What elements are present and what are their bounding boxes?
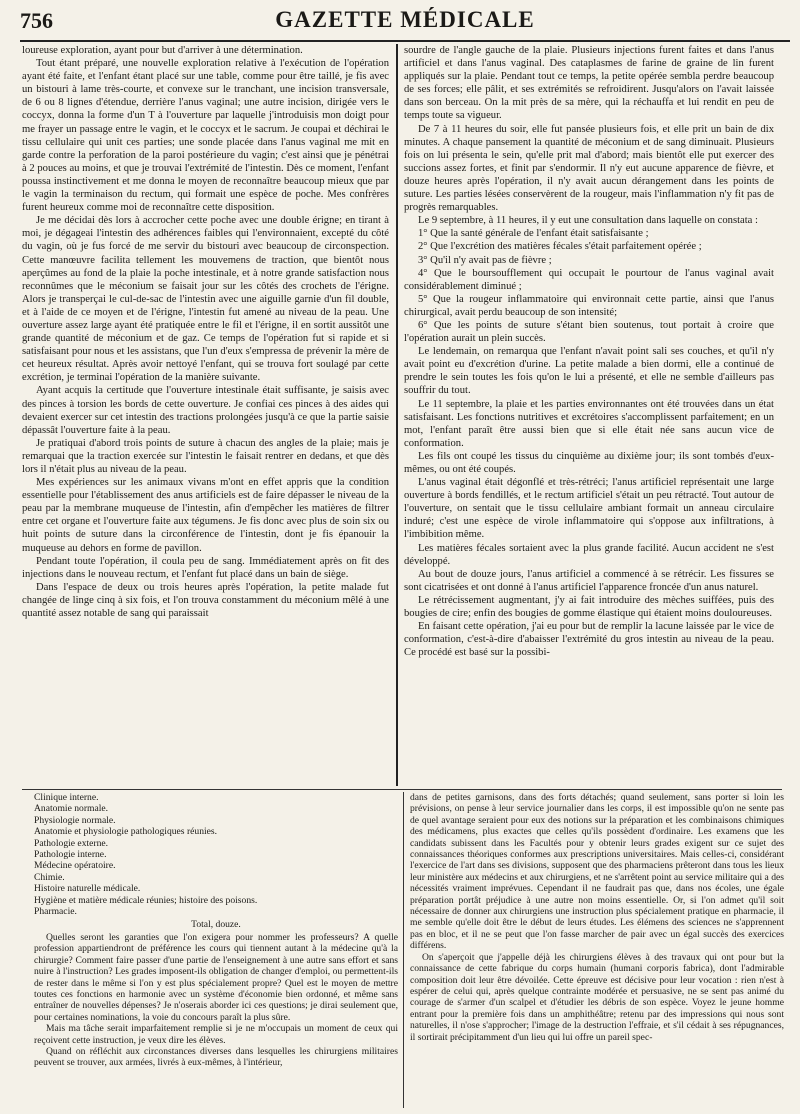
paragraph: Dans l'espace de deux ou trois heures après l'opération, la petite malade fut changée de linge cinq à six fois, et l'on trouva constamment du méconium mêlé à une quantité assez notable de sang qui paraissait — [22, 581, 389, 620]
paragraph: Le lendemain, on remarqua que l'enfant n'avait point sali ses couches, et qu'il n'y avait point eu d'excrétion d'urine. La petite malade a bien dormi, elle a continué de prendre le sein toutes les fois qu'on le lui a présenté, et elle ne semble d'ailleurs pas souffrir du tout. — [404, 346, 774, 397]
list-item: Histoire naturelle médicale. — [34, 883, 141, 895]
paragraph: L'anus vaginal était dégonflé et très-rétréci; l'anus artificiel représentait une large ouverture à bords fendillés, et le rectum artificiel s'était un peu rétracté. Tout autour de l'ouverture, on sentait que le tissu cellulaire ambiant formait un anneau circulaire induré; c'est une espèce de virole inflammatoire qui s'oppose aux infiltrations, à l'imbibition même. — [404, 477, 774, 541]
list-item: Physiologie normale. — [34, 814, 116, 826]
paragraph: On s'aperçoit que j'appelle déjà les chirurgiens élèves à des travaux qui ont pour but la connaissance de cette fabrique du corps humain (humani corporis fabrica), dont l'admirable composition doit leur être dévoilée. Cette épreuve est décisive pour leur vocation : rien n'est à espérer de celui qui, après quelque contrainte modérée et persuasive, ne se sent pas animé du courage de s'armer d'un scalpel et d'étudier les débris de son espèce. Voyez le jeune homme entrant pour la première fois dans un amphithéâtre; retenu par des impressions qui nous sont naturelles, il n'ose s'approcher; l'image de la destruction l'effraie, et s'il cédait à ses répugnances, il sortirait précipitamment d'un lieu qui lui offre un pareil spec- — [410, 951, 784, 1043]
list-item: 5° Que la rougeur inflammatoire qui environnait cette partie, ainsi que l'anus chirurgical, avait perdu beaucoup de son intensité; — [404, 293, 774, 318]
paragraph: Le 11 septembre, la plaie et les parties environnantes ont été trouvées dans un état satisfaisant. Les fonctions nutritives et excrétoires s'accomplissent parfaitement; en un mot, l'enfant paraît être aussi bien que si elle était née sans aucun vice de conformation. — [404, 398, 774, 449]
paragraph: Le rétrécissement augmentant, j'y ai fait introduire des mèches suiffées, puis des bougies de cire; enfin des bougies de gomme élastique qui étaient moins douloureuses. — [404, 594, 774, 620]
paragraph: Quelles seront les garanties que l'on exigera pour nommer les professeurs? A quelle profession appartiendront de préférence les cours qui tiennent autant à la médecine qu'à la chirurgie? Comment faire passer d'une partie de l'enseignement à une autre sans effort et sans nuire à l'instruction? Les grades imposent-ils obligation de changer d'emploi, ou permettent-ils de rester dans le même si l'on y est plus spécialement propre? Quel est le moyen de mettre toutes ces fonctions en harmonie avec un système d'économie bien ordonné, et même sans entraîner de nouvelles dépenses? Je n'oserais aborder ici ces questions; je dirai seulement que, pour certaines nominations, la voie du concours paraît la plus sûre. — [34, 931, 398, 1023]
list-item: Chimie. — [34, 871, 65, 883]
paragraph: loureuse exploration, ayant pour but d'arriver à une détermination. — [22, 45, 303, 56]
paragraph: Les matières fécales sortaient avec la plus grande facilité. Aucun accident ne s'est développé. — [404, 542, 774, 567]
feuilleton-column-left — [34, 792, 398, 1108]
paragraph: Pendant toute l'opération, il coula peu de sang. Immédiatement après on fit des injections dans le nouveau rectum, et l'enfant fut placé dans un bain de siège. — [22, 555, 389, 580]
feuilleton-divider — [403, 792, 404, 1108]
list-item: Pharmacie. — [34, 906, 77, 918]
column-divider — [396, 44, 398, 786]
paragraph: sourdre de l'angle gauche de la plaie. Plusieurs injections furent faites et dans l'anus artificiel et dans l'anus vaginal. Des cataplasmes de farine de graine de lin furent appliqués sur la plaie. Pendant tout ce temps, la petite opérée sembla perdre beaucoup de ses forces; elle pâlit, et ses extrémités se refroidirent. Jusqu'alors on l'avait laissée dans son berceau. On la mit près de sa mère, qui la réchauffa et lui rendit en peu de temps toute sa vigueur. — [404, 45, 774, 122]
list-item: Clinique interne. — [34, 792, 99, 803]
feuilleton-rule — [22, 789, 782, 790]
page-header — [20, 4, 790, 38]
paragraph: Je pratiquai d'abord trois points de suture à chacun des angles de la plaie; mais je remarquai que la traction exercée sur l'intestin le faisait rentrer en dedans, et que dès lors il n'était plus au niveau de la peau. — [22, 437, 389, 475]
paragraph: Les fils ont coupé les tissus du cinquième au dixième jour; ils sont tombés d'eux-mêmes, ou ont été coupés. — [404, 450, 774, 475]
list-item: Hygiène et matière médicale réunies; histoire des poisons. — [34, 894, 258, 906]
paragraph: Ayant acquis la certitude que l'ouverture intestinale était suffisante, je saisis avec des pinces à torsion les bords de cette ouverture. Je confiai ces pinces à des aides qui devaient exercer sur cet intestin des tractions prolongées jusqu'à ce que la partie saisie dépassât l'ouverture faite à la peau. — [22, 385, 389, 436]
paragraph: Je me décidai dès lors à accrocher cette poche avec une double érigne; en tirant à moi, je dégageai l'intestin des adhérences faibles qui l'environnaient, excepté du côté du vagin, où je fus forcé de me servir du bistouri avec beaucoup de circonspection. Cette manœuvre facilita tellement les mouvemens de traction, que bientôt nous aperçûmes au fond de la plaie la poche intestinale, et à notre grande satisfaction nous reconnûmes que le méconium se faisait jour sur les côtés des crochets de l'érigne. Alors je transperçai le cul-de-sac de l'intestin avec une aiguille garnie d'un fil double, et à l'aide de ce moyen et de l'érigne, l'intestin fut amené au niveau de la peau. Une ouverture assez large ayant été pratiquée entre le fil et l'érigne, il en sortit aussitôt une grande quantité de méconium et de gaz. Ce temps de l'opération fut si rapide et si satisfaisant pour nous et les assistans, que l'un d'eux s'empressa de prévenir la mère de cet heureux résultat. Après avoir nettoyé l'enfant, qui se trouva fort soulagé par cette excrétion, je terminai l'opération de la manière suivante. — [22, 215, 389, 384]
list-item: 4° Que le boursoufflement qui occupait le pourtour de l'anus vaginal avait considérablement diminué ; — [404, 267, 774, 292]
paragraph: Mes expériences sur les animaux vivans m'ont en effet appris que la condition essentielle pour l'établissement des anus artificiels est de faire dépasser le niveau de la peau par la membrane muqueuse de l'intestin, afin d'empêcher les matières de filtrer entre cet organe et l'ouverture faite aux tégumens. Je fis donc avec plus de soin six ou huit points de suture dans la circonférence de l'intestin, dont je fis épanouir la muqueuse au dehors en forme de pavillon. — [22, 477, 389, 554]
list-item: 1° Que la santé générale de l'enfant était satisfaisante ; — [418, 228, 649, 240]
paragraph: Mais ma tâche serait imparfaitement remplie si je ne m'occupais un moment de ceux qui reçoivent cette instruction, je veux dire les élèves. — [34, 1023, 398, 1046]
course-total: Total, douze. — [191, 919, 241, 931]
paragraph: Tout étant préparé, une nouvelle exploration relative à l'exécution de l'opération ayant été faite, et l'enfant étant placé sur une table, comme pour être taillé, je fis avec un bistouri à lame très-courte, et convexe sur le tranchant, une incision transversale, de 6 ou 8 lignes d'étendue, derrière l'anus vaginal; une autre incision, dirigée vers le coccyx, donna la forme d'un T à l'ouverture par laquelle j'introduisis mon doigt pour me frayer un passage entre le vagin, et le coccyx et le sacrum. Je coupai et déchirai le tissu cellulaire qui unit ces parties; une sonde placée dans l'anus vaginal me mit en garde contre la perforation de la paroi postérieure du vagin; c'est ainsi que je pénétrai à 2 pouces au moins, et que je trouvai l'extrémité de l'intestin. Dès ce moment, l'enfant poussa instinctivement et me donna le moyen de reconnaître beaucoup mieux que par le vagin la terminaison du rectum, qui formait une espèce de poche. Mes confrères furent heureux comme moi de reconnaître cette disposition. — [22, 58, 389, 214]
paragraph: dans de petites garnisons, dans des forts détachés; quand seulement, sans porter si loin les prévisions, on pense à leur service journalier dans les corps, il est impossible qu'on ne sente pas de quel avantage seraient pour eux des notions sur la préparation et les combinaisons chimiques des médicamens, plus exactes que celles qu'ils possèdent d'ordinaire. Les examens que les candidats subissent dans les Facultés pour y obtenir leurs grades exigent sur ce sujet des connaissances théoriques conformes aux prescriptions universitaires. Mais celles-ci, considérant l'exercice de l'art dans ses divisions, supposent que des pharmaciens prêteront dans tous les lieux leur ministère aux médecins et aux chirurgiens, et ne s'arrêtent point au service militaire qui a des nécessités vraiment imprévues. Cependant il ne faudrait pas que, dans nos écoles, une égale préparation portât préjudice à une autre non moins essentielle. Or, si l'on admet qu'il soit nécessaire de donner aux chirurgiens une instruction plus spécialement pratique en pharmacie, il me semble qu'elle doit être le début de leurs études. Les élémens des sciences ne s'apprennent pas en bloc, et il ne se peut que l'on fasse marcher de pair avec un égal succès des exercices différens. — [410, 792, 784, 952]
list-item: 3° Qu'il n'y avait pas de fièvre ; — [418, 254, 552, 266]
feuilleton-column-right — [410, 792, 784, 1108]
paragraph: Quand on réfléchit aux circonstances diverses dans lesquelles les chirurgiens militaires peuvent se trouver, aux armées, livrés à eux-mêmes, à l'intérieur, — [34, 1045, 398, 1069]
paragraph: De 7 à 11 heures du soir, elle fut pansée plusieurs fois, et elle prit un bain de dix minutes. A chaque pansement la quantité de méconium et de sang diminuait. Plusieurs fois on lui présenta le sein, qu'elle prit mal d'abord; mais bientôt elle put exercer des succions assez fortes, et finit par s'endormir. Il n'y eut aucune apparence de fièvre, et douze heures après l'opération, il n'y avait aucun dérangement dans les points de suture. Les parties lésées conservèrent de la rougeur, mais l'inflammation n'y fit pas de progrès remarquables. — [404, 123, 774, 214]
paragraph: Le 9 septembre, à 11 heures, il y eut une consultation dans laquelle on constata : — [418, 215, 758, 227]
journal-title: GAZETTE MÉDICALE — [275, 7, 535, 32]
paragraph: En faisant cette opération, j'ai eu pour but de remplir la lacune laissée par le vice de conformation, c'est-à-dire d'abaisser l'extrémité du gros intestin au niveau de la peau. Ce procédé est basé sur la possibi- — [404, 621, 774, 659]
header-rule — [20, 40, 790, 42]
list-item: Anatomie normale. — [34, 803, 109, 815]
page-number: 756 — [20, 8, 53, 33]
course-list — [34, 792, 398, 917]
main-column-left — [22, 44, 389, 786]
list-item: Anatomie et physiologie pathologiques réunies. — [34, 826, 218, 838]
list-item: Pathologie interne. — [34, 849, 107, 861]
paragraph: Au bout de douze jours, l'anus artificiel a commencé à se rétrécir. Les fissures se sont cicatrisées et ont donné à l'anus artificiel l'apparence froncée d'un anus naturel. — [404, 568, 774, 593]
list-item: 6° Que les points de suture s'étant bien soutenus, tout portait à croire que l'opération aurait un plein succès. — [404, 319, 774, 345]
main-column-right — [404, 44, 774, 786]
list-item: 2° Que l'excrétion des matières fécales s'était parfaitement opérée ; — [418, 241, 702, 253]
list-item: Médecine opératoire. — [34, 860, 116, 872]
list-item: Pathologie externe. — [34, 837, 109, 849]
